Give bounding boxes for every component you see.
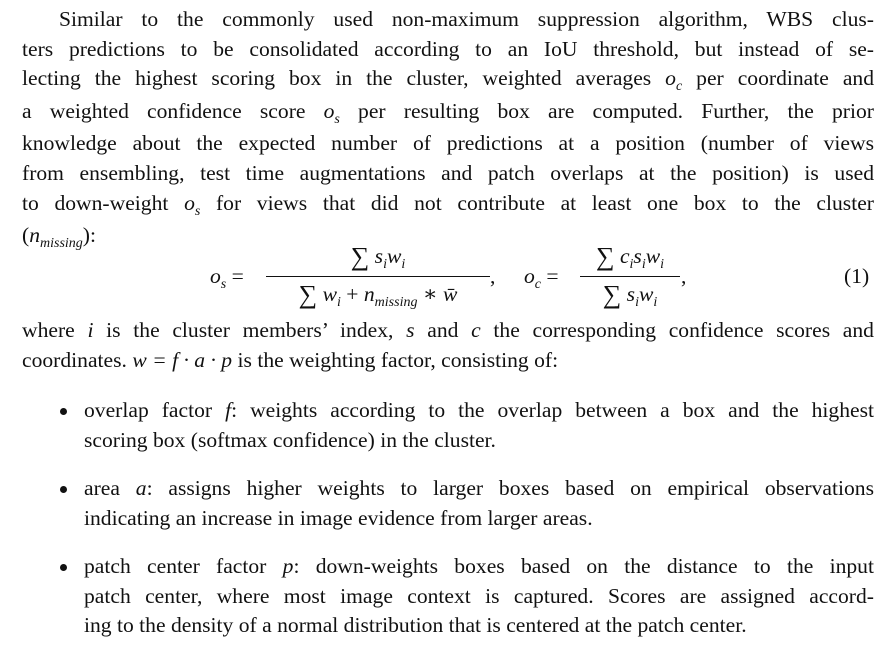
equation-comma: , (490, 264, 496, 288)
equation-number: (1) (844, 264, 870, 288)
text-line: indicating an increase in image evidence from larger areas. (84, 505, 593, 530)
fraction-os (266, 240, 490, 312)
text-line: overlap factor f: weights according to the overlap between a box and the highest (84, 398, 875, 422)
paragraph-wbs-description (22, 5, 874, 254)
bullet-icon (60, 408, 67, 415)
bullet-icon (60, 486, 67, 493)
text-line: ing to the density of a normal distribution that is centered at the patch center. (84, 613, 747, 638)
fraction-denominator: ∑ $w_i + n_{missing}$ ∗ w̄ (298, 279, 458, 310)
paragraph-weighting-factor (22, 316, 874, 375)
text-line: Similar to the commonly used non-maximum suppression algorithm, WBS clus- (59, 7, 874, 31)
text-line: where i is the cluster members’ index, s and c the corresponding confidence scores and (22, 318, 874, 342)
fraction-bar (580, 276, 680, 277)
fraction-denominator: ∑ $s_iw_i$ (602, 279, 658, 310)
fraction-bar (266, 276, 490, 277)
equation-lhs-oc: $o_c$ = (524, 264, 559, 292)
text-line: ters predictions to be consolidated according to an IoU threshold, but instead of se- (22, 36, 874, 61)
text-line: scoring box (softmax confidence) in the cluster. (84, 427, 496, 452)
text-line: lecting the highest scoring box in the cluster, weighted averages $o_c$ per coordinate and (22, 66, 874, 95)
fraction-numerator: ∑ $s_iw_i$ (350, 242, 406, 272)
text-line: patch center factor p: down-weights boxes based on the distance to the input (84, 554, 874, 578)
bullet-icon (60, 564, 67, 571)
equation-1 (0, 240, 895, 312)
equation-lhs-os: $o_s$ = (210, 264, 244, 292)
text-line: $(n_{missing})$: (22, 223, 96, 252)
text-line: patch center, where most image context is captured. Scores are assigned accord- (84, 583, 874, 608)
text-line: a weighted confidence score $o_s$ per resulting box are computed. Further, the prior (22, 98, 874, 127)
equation-comma: , (681, 264, 687, 288)
text-line: area a: assigns higher weights to larger boxes based on empirical observations (84, 476, 874, 500)
text-line: from ensembling, test time augmentations and patch overlaps at the position) is used (22, 160, 874, 185)
text-line: coordinates. w = f · a · p is the weighting factor, consisting of: (22, 347, 559, 372)
text-line: to down-weight $o_s$ for views that did not contribute at least one box to the cluster (22, 190, 874, 219)
text-line: knowledge about the expected number of predictions at a position (number of views (22, 131, 874, 156)
fraction-oc (580, 240, 680, 312)
fraction-numerator: ∑ $c_is_iw_i$ (595, 242, 665, 272)
